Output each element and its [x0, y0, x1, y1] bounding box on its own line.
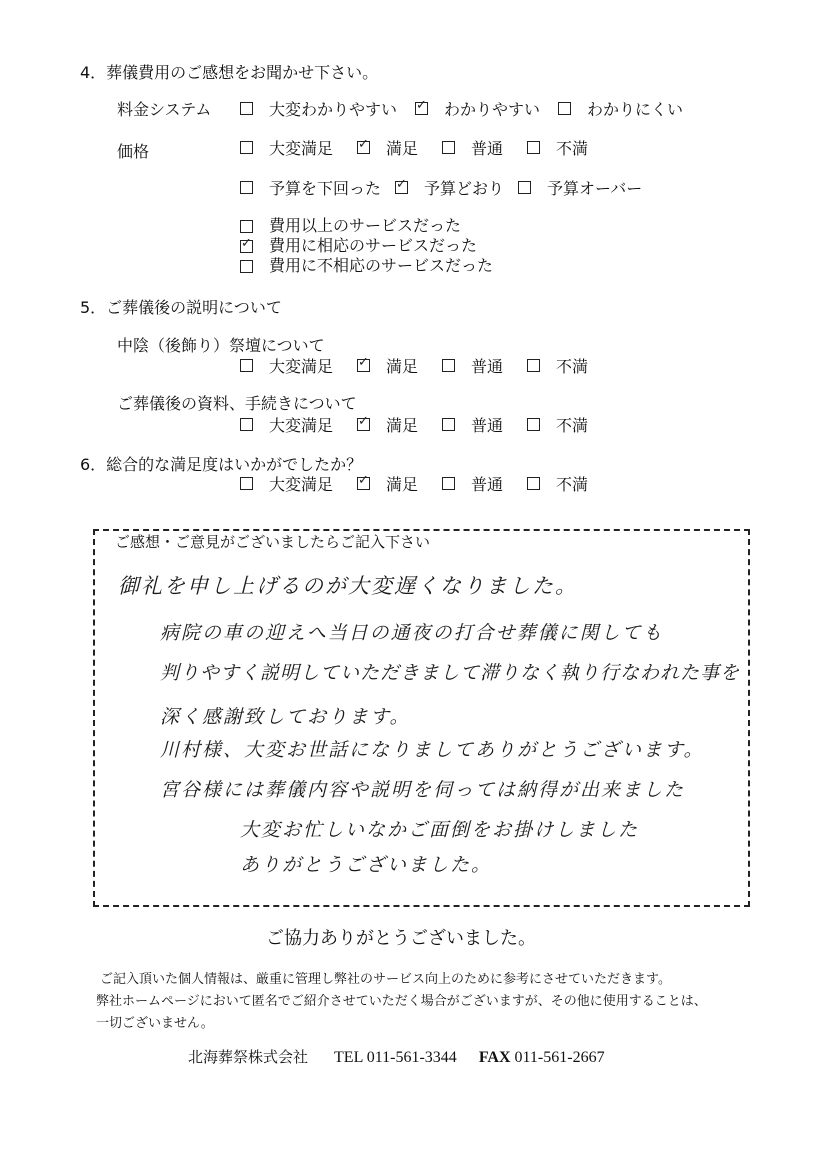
option-label: 大変満足	[269, 416, 334, 435]
option-label: 満足	[386, 357, 419, 376]
q5-docs-options	[240, 413, 612, 436]
company-name: 北海葬祭株式会社	[188, 1048, 309, 1066]
checkbox[interactable]	[527, 141, 540, 154]
checkbox[interactable]	[442, 418, 455, 431]
option-label: わかりやすい	[444, 100, 541, 119]
option-label: 満足	[386, 139, 419, 158]
checkbox[interactable]	[395, 181, 408, 194]
checkbox[interactable]	[357, 418, 370, 431]
comment-line: 川村様、大変お世話になりましてありがとうございます。	[160, 739, 705, 761]
tel-number: TEL 011-561-3344	[334, 1049, 457, 1066]
checkbox[interactable]	[442, 477, 455, 490]
option-label: 普通	[471, 475, 504, 494]
option-label: 予算を下回った	[269, 179, 382, 198]
option-label: 不満	[556, 357, 589, 376]
fax-number: 011-561-2667	[514, 1049, 605, 1066]
q5-docs-label: ご葬儀後の資料、手続きについて	[117, 394, 357, 413]
option-label: 費用に不相応のサービスだった	[269, 256, 494, 275]
checkbox[interactable]	[442, 141, 455, 154]
checkbox[interactable]	[558, 102, 571, 115]
q4-price-row2	[240, 176, 666, 199]
company-footer	[188, 1046, 605, 1067]
checkbox[interactable]	[518, 181, 531, 194]
q4-title: 4．葬儀費用のご感想をお聞かせ下さい。	[80, 63, 379, 82]
q4-system-label: 料金システム	[117, 100, 212, 119]
checkbox[interactable]	[357, 141, 370, 154]
checkbox[interactable]	[240, 359, 253, 372]
checkbox[interactable]	[240, 240, 253, 253]
checkbox[interactable]	[357, 359, 370, 372]
checkbox[interactable]	[527, 359, 540, 372]
q5-altar-options	[240, 354, 612, 377]
checkbox[interactable]	[240, 477, 253, 490]
comment-line: 深く感謝致しております。	[160, 706, 411, 728]
q6-title: 6．総合的な満足度はいかがでしたか？	[80, 455, 363, 474]
comment-line: 宮谷様には葬儀内容や説明を伺っては納得が出来ました	[160, 779, 686, 801]
checkbox[interactable]	[240, 141, 253, 154]
option-label: 大変満足	[269, 139, 334, 158]
q4-price-label: 価格	[117, 142, 150, 161]
comment-line: 判りやすく説明していただきまして滞りなく執り行なわれた事を	[160, 662, 741, 684]
privacy-note-line: 一切ございません。	[96, 1016, 214, 1031]
fax-label: FAX	[478, 1049, 511, 1066]
comment-line: 病院の車の迎えへ当日の通夜の打合せ葬儀に関しても	[160, 622, 664, 644]
checkbox[interactable]	[527, 477, 540, 490]
option-label: 普通	[471, 139, 504, 158]
thanks-message: ご協力ありがとうございました。	[266, 928, 536, 949]
checkbox[interactable]	[442, 359, 455, 372]
comment-line: ありがとうございました。	[240, 854, 493, 876]
checkbox[interactable]	[240, 181, 253, 194]
option-label: 大変満足	[269, 475, 334, 494]
q4-price-row1	[240, 136, 612, 159]
option-label: 普通	[471, 416, 504, 435]
checkbox[interactable]	[357, 477, 370, 490]
option-label: 予算オーバー	[547, 179, 643, 198]
checkbox[interactable]	[415, 102, 428, 115]
checkbox[interactable]	[240, 260, 253, 273]
option-label: 満足	[386, 416, 419, 435]
option-label: 普通	[471, 357, 504, 376]
checkbox[interactable]	[240, 102, 253, 115]
checkbox[interactable]	[527, 418, 540, 431]
q6-options	[240, 472, 612, 495]
comment-line: 御礼を申し上げるのが大変遅くなりました。	[118, 574, 578, 598]
option-label: 費用以上のサービスだった	[269, 216, 462, 235]
privacy-note-line: 弊社ホームページにおいて匿名でご紹介させていただく場合がございますが、その他に使用することは、	[96, 994, 707, 1009]
option-label: 予算どおり	[424, 179, 505, 198]
checkbox[interactable]	[240, 220, 253, 233]
option-label: 費用に相応のサービスだった	[269, 236, 478, 255]
q5-altar-label: 中陰（後飾り）祭壇について	[117, 336, 325, 355]
comment-line: 大変お忙しいなかご面倒をお掛けしました	[240, 819, 640, 841]
option-label: 満足	[386, 475, 419, 494]
q5-title: 5．ご葬儀後の説明について	[80, 298, 282, 317]
option-label: わかりにくい	[587, 100, 684, 119]
option-label: 不満	[556, 475, 589, 494]
option-label: 不満	[556, 139, 589, 158]
comment-box-title: ご感想・ご意見がございましたらご記入下さい	[115, 533, 431, 551]
option-label: 大変満足	[269, 357, 334, 376]
q4-price-row3	[240, 216, 517, 276]
checkbox[interactable]	[240, 418, 253, 431]
option-label: 大変わかりやすい	[269, 100, 398, 119]
q4-system-options	[240, 97, 707, 120]
privacy-note-line: ご記入頂いた個人情報は、厳重に管理し弊社のサービス向上のために参考にさせていただきます。	[100, 972, 671, 987]
option-label: 不満	[556, 416, 589, 435]
